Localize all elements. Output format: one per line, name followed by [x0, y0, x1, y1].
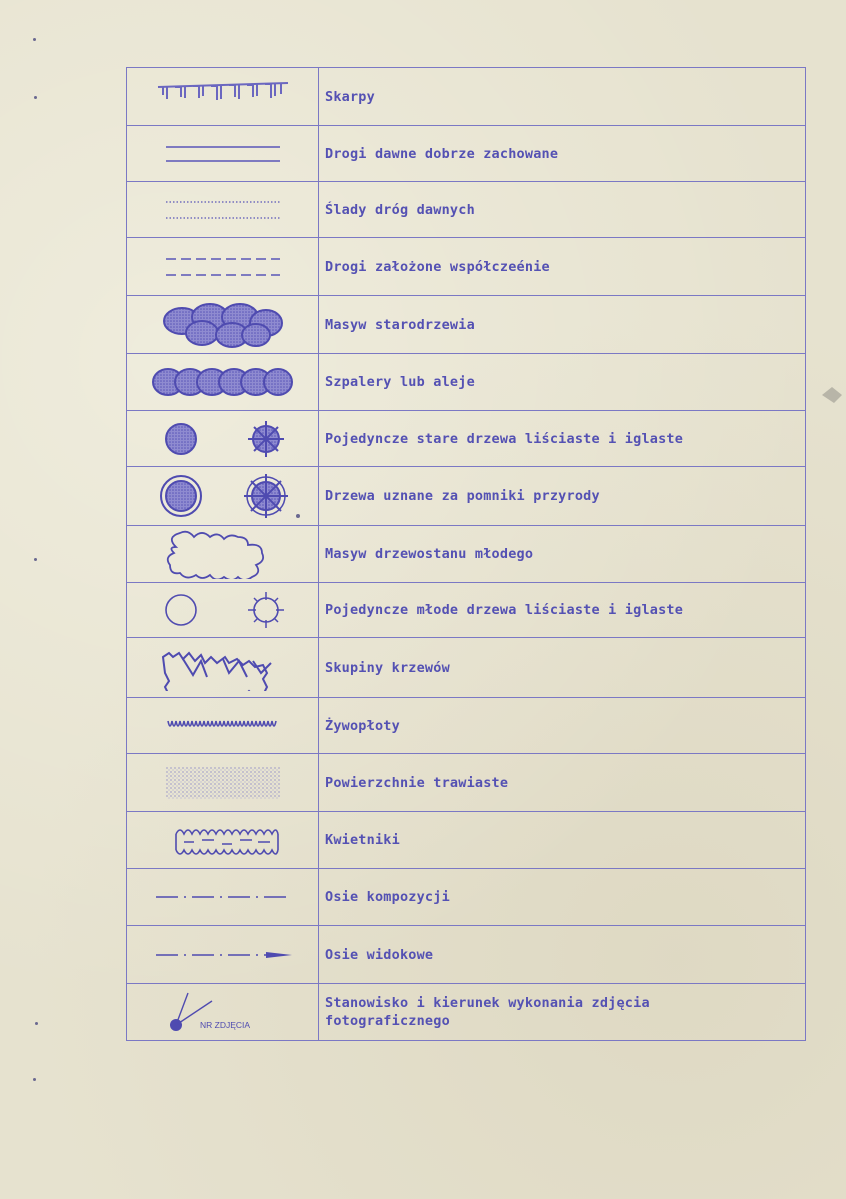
- double-dashed-line-icon: [158, 252, 288, 282]
- symbol-cell: [127, 812, 319, 869]
- paper-speck: [34, 96, 37, 99]
- legend-row: [127, 754, 806, 812]
- symbol-cell: [127, 182, 319, 238]
- shrub-groups-icon: [153, 645, 293, 691]
- legend-row: [127, 526, 806, 583]
- paper-speck: [33, 1078, 36, 1081]
- legend-row: [127, 467, 806, 526]
- symbol-cell: [127, 583, 319, 638]
- legend-label: Masyw starodrzewia: [319, 296, 806, 354]
- grass-stipple-icon: [158, 763, 288, 803]
- hedge-wave-icon: [158, 711, 288, 741]
- legend-row: [127, 812, 806, 869]
- legend-row: [127, 296, 806, 354]
- tree-row-icon: [148, 365, 298, 399]
- legend-row: [127, 638, 806, 698]
- double-dotted-line-icon: [158, 195, 288, 225]
- monument-trees-icon: [148, 471, 298, 521]
- legend-table: [126, 67, 806, 1041]
- legend-label: Skupiny krzewów: [319, 638, 806, 698]
- paper-speck: [296, 514, 300, 518]
- legend-label: Stanowisko i kierunek wykonania zdjęcia fotograficznego: [319, 984, 806, 1041]
- symbol-cell: [127, 126, 319, 182]
- legend-label: Drogi założone współczeénie: [319, 238, 806, 296]
- paper-speck: [33, 38, 36, 41]
- legend-row: [127, 984, 806, 1041]
- young-tree-mass-icon: [158, 529, 288, 579]
- single-young-trees-icon: [148, 588, 298, 632]
- symbol-cell: [127, 754, 319, 812]
- legend-row: [127, 583, 806, 638]
- symbol-cell: [127, 926, 319, 984]
- photo-position-icon: [148, 987, 298, 1037]
- symbol-cell: [127, 984, 319, 1041]
- legend-row: [127, 126, 806, 182]
- symbol-cell: [127, 354, 319, 411]
- scarp-pattern-icon: [153, 77, 293, 117]
- symbol-cell: [127, 411, 319, 467]
- flowerbed-pattern-icon: [158, 820, 288, 860]
- symbol-cell: [127, 869, 319, 926]
- legend-label: Powierzchnie trawiaste: [319, 754, 806, 812]
- page-edge-mark: [822, 385, 842, 405]
- legend-label: Masyw drzewostanu młodego: [319, 526, 806, 583]
- symbol-cell: [127, 698, 319, 754]
- legend-row: [127, 68, 806, 126]
- legend-label: Skarpy: [319, 68, 806, 126]
- legend-label: Ślady dróg dawnych: [319, 182, 806, 238]
- paper-speck: [35, 1022, 38, 1025]
- legend-label: Pojedyncze młode drzewa liściaste i iglaste: [319, 583, 806, 638]
- legend-label: Żywopłoty: [319, 698, 806, 754]
- legend-row: [127, 411, 806, 467]
- legend-label: Kwietniki: [319, 812, 806, 869]
- symbol-cell: [127, 296, 319, 354]
- legend-row: [127, 869, 806, 926]
- symbol-cell: [127, 638, 319, 698]
- symbol-cell: [127, 526, 319, 583]
- dash-dot-arrow-icon: [148, 945, 298, 965]
- paper-speck: [34, 558, 37, 561]
- legend-label: Drogi dawne dobrze zachowane: [319, 126, 806, 182]
- legend-row: [127, 182, 806, 238]
- legend-row: [127, 354, 806, 411]
- single-old-trees-icon: [148, 417, 298, 461]
- legend-row: [127, 238, 806, 296]
- legend-label: Osie kompozycji: [319, 869, 806, 926]
- double-solid-line-icon: [158, 139, 288, 169]
- legend-label: Osie widokowe: [319, 926, 806, 984]
- old-tree-mass-icon: [158, 299, 288, 351]
- legend-row: [127, 926, 806, 984]
- legend-row: [127, 698, 806, 754]
- symbol-cell: [127, 467, 319, 526]
- symbol-cell: [127, 68, 319, 126]
- legend-label: Pojedyncze stare drzewa liściaste i iglaste: [319, 411, 806, 467]
- photo-number-label: NR ZDJĘCIA: [199, 1020, 250, 1030]
- symbol-cell: [127, 238, 319, 296]
- legend-label: Drzewa uznane za pomniki przyrody: [319, 467, 806, 526]
- dash-dot-line-icon: [148, 887, 298, 907]
- legend-label: Szpalery lub aleje: [319, 354, 806, 411]
